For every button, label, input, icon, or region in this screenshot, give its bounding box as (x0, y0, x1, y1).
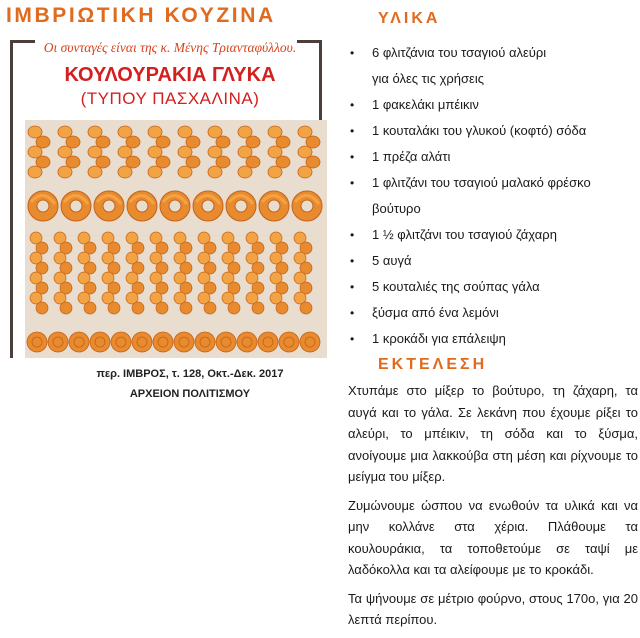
recipe-title: ΚΟΥΛΟΥΡΑΚΙΑ ΓΛΥΚΑ (64, 64, 276, 86)
ring-cookie (28, 191, 58, 221)
method-paragraph: Τα ψήνουμε σε μέτριο φούρνο, στους 170ο, για 20 λεπτά περίπου. (348, 590, 638, 627)
ingredient-item (346, 300, 638, 326)
ingredient-text: ξύσμα από ένα λεμόνι (372, 305, 499, 320)
ring-cookie (226, 191, 256, 221)
bullet-icon: • (350, 46, 355, 60)
cookies-photo (25, 120, 327, 358)
spiral-cookie (48, 332, 68, 352)
ingredient-item (346, 118, 638, 144)
spiral-cookie (69, 332, 89, 352)
bullet-icon: • (350, 254, 355, 268)
spiral-cookie (153, 332, 173, 352)
ingredient-text: 6 φλιτζάνια του τσαγιού αλεύρι (372, 45, 547, 60)
spiral-cookie (90, 332, 110, 352)
method-paragraph: Ζυμώνουμε ώσπου να ενωθούν τα υλικά και να μην κολλάνε στα χέρια. Πλάθουμε τα κουλουράκια, τα τοποθετούμε σε ταψί με λαδόκολλα και τα αλείφουμε με το κροκάδι. (348, 497, 638, 577)
ingredient-item (346, 248, 638, 274)
method-heading: ΕΚΤΕΛΕΣΗ (378, 356, 488, 373)
spiral-cookie (27, 332, 47, 352)
ingredient-text: 5 κουταλιές της σούπας γάλα (372, 279, 540, 294)
ingredient-item (346, 326, 638, 352)
ingredient-text: 1 πρέζα αλάτι (372, 149, 451, 164)
spiral-cookie (132, 332, 152, 352)
bullet-icon: • (350, 124, 355, 138)
ring-cookie (61, 191, 91, 221)
spiral-cookie (174, 332, 194, 352)
source-citation: περ. ΙΜΒΡΟΣ, τ. 128, Οκτ.-Δεκ. 2017 (96, 368, 284, 380)
ingredient-text: 1 φακελάκι μπέικιν (372, 97, 479, 112)
method-paragraph: Χτυπάμε στο μίξερ το βούτυρο, τη ζάχαρη, τα αυγά και το γάλα. Σε λεκάνη που έχουμε ρίξει το αλεύρι, το μπέικιν, τη σόδα και το ξύσμα, ανοίγουμε μια λακκούβα στη μέση και ρίχνουμε το μείγμα του μίξερ. (348, 383, 638, 484)
bullet-icon: • (350, 176, 355, 190)
ingredient-item (346, 66, 638, 92)
ring-cookie (160, 191, 190, 221)
ingredient-item (346, 196, 638, 222)
ingredient-text: για όλες τις χρήσεις (372, 71, 484, 86)
recipe-subtitle: (ΤΥΠΟΥ ΠΑΣΧΑΛΙΝΑ) (80, 89, 260, 108)
spiral-cookie (258, 332, 278, 352)
ingredient-item (346, 40, 638, 66)
bullet-icon: • (350, 150, 355, 164)
spiral-cookie (111, 332, 131, 352)
ingredient-item (346, 144, 638, 170)
bullet-icon: • (350, 306, 355, 320)
ring-cookie (94, 191, 124, 221)
recipe-credit: Οι συνταγές είναι της κ. Μένης Τριανταφύλλου. (43, 40, 297, 55)
ingredient-item (346, 92, 638, 118)
bullet-icon: • (350, 98, 355, 112)
spiral-cookie (279, 332, 299, 352)
ingredients-list (346, 40, 638, 352)
ring-cookie (259, 191, 289, 221)
cookies-illustration (25, 120, 327, 358)
ingredient-item (346, 170, 638, 196)
ingredient-item (346, 222, 638, 248)
ingredient-text: 1 ½ φλιτζάνι του τσαγιού ζάχαρη (372, 227, 557, 242)
spiral-cookie (195, 332, 215, 352)
ingredient-item (346, 274, 638, 300)
ring-cookie (193, 191, 223, 221)
ingredient-text: βούτυρο (372, 201, 421, 216)
bullet-icon: • (350, 280, 355, 294)
ingredient-text: 5 αυγά (372, 253, 412, 268)
spiral-cookie (216, 332, 236, 352)
ring-cookie (127, 191, 157, 221)
spiral-cookie (300, 332, 320, 352)
method-body (348, 380, 638, 638)
right-column (346, 0, 638, 638)
ingredients-heading: ΥΛΙΚΑ (378, 10, 441, 27)
bullet-icon: • (350, 228, 355, 242)
ingredient-text: 1 κουταλάκι του γλυκού (κοφτό) σόδα (372, 123, 587, 138)
ingredient-text: 1 κροκάδι για επάλειψη (372, 331, 506, 346)
spiral-cookie (237, 332, 257, 352)
ring-cookie (292, 191, 322, 221)
bullet-icon: • (350, 332, 355, 346)
source-archive: ΑΡΧΕΙΟΝ ΠΟΛΙΤΙΣΜΟΥ (129, 388, 251, 400)
ingredient-text: 1 φλιτζάνι του τσαγιού μαλακό φρέσκο (372, 175, 591, 190)
magazine-section-title: ΙΜΒΡΙΩΤΙΚΗ ΚΟΥΖΙΝΑ (6, 4, 276, 27)
